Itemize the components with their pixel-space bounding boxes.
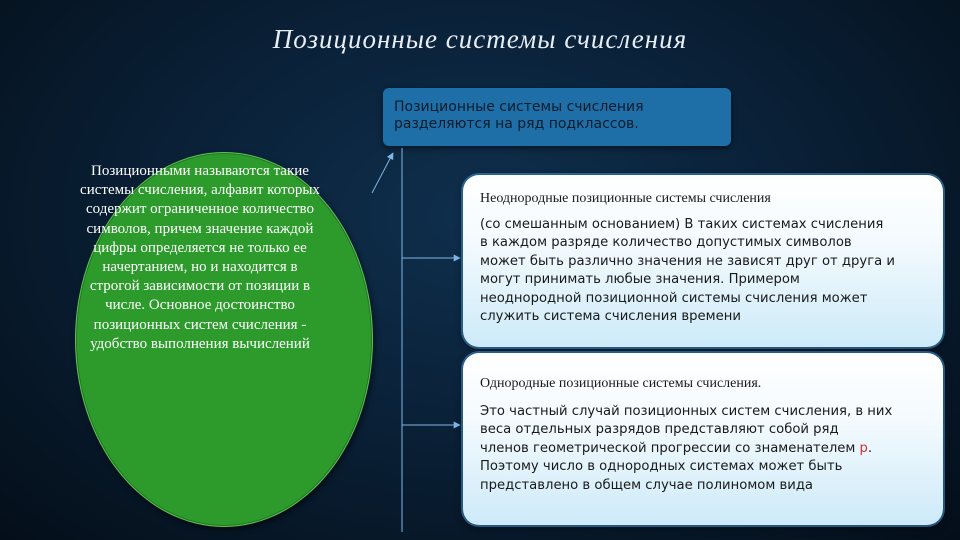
heterogeneous-line: служить система счисления времени xyxy=(480,309,741,325)
heterogeneous-line: могут принимать любые значения. Примером xyxy=(480,272,800,288)
homogeneous-line-with-symbol xyxy=(480,440,931,458)
heterogeneous-heading: Неоднородные позиционные системы счисления xyxy=(480,191,771,206)
homogeneous-line-text: членов геометрической прогрессии со знаменателем xyxy=(480,440,856,456)
homogeneous-line: Это частный случай позиционных систем счисления, в них xyxy=(480,404,893,419)
homogeneous-heading: Однородные позиционные системы счисления. xyxy=(480,376,762,391)
heterogeneous-line: в каждом разряде количество допустимых символов xyxy=(480,235,852,251)
subclasses-box-line1: Позиционные системы счисления xyxy=(394,99,644,115)
slide-title: Позиционные системы счисления xyxy=(272,24,688,54)
heterogeneous-line: может быть различно значения не зависят друг от друга и xyxy=(480,253,895,269)
heterogeneous-line: (со смешанным основанием) В таких системах счисления xyxy=(480,217,884,232)
subclasses-box-line2: разделяются на ряд подклассов. xyxy=(394,116,639,132)
homogeneous-card xyxy=(463,353,943,525)
heterogeneous-card xyxy=(463,175,943,347)
denominator-symbol: р xyxy=(859,440,868,456)
homogeneous-line: веса отдельных разрядов представляют собой ряд xyxy=(480,422,839,438)
subclasses-box xyxy=(383,88,731,146)
arrow-to-box xyxy=(372,153,393,193)
homogeneous-line: Поэтому число в однородных системах может быть xyxy=(480,459,843,475)
definition-text: Позиционными называются такие системы счисления, алфавит которых содержит ограниченное количество символов, причем значение каждой цифры определяется не только ее начертанием, но и находится в строгой зависимости от позиции в числе. Основное достоинство позиционных систем счисления - удобство выполнения вычислений xyxy=(80,163,320,352)
denominator-period: . xyxy=(867,440,873,456)
homogeneous-line: представлено в общем случае полиномом вида xyxy=(480,477,814,493)
heterogeneous-line: неоднородной позиционной системы счисления может xyxy=(480,290,868,306)
